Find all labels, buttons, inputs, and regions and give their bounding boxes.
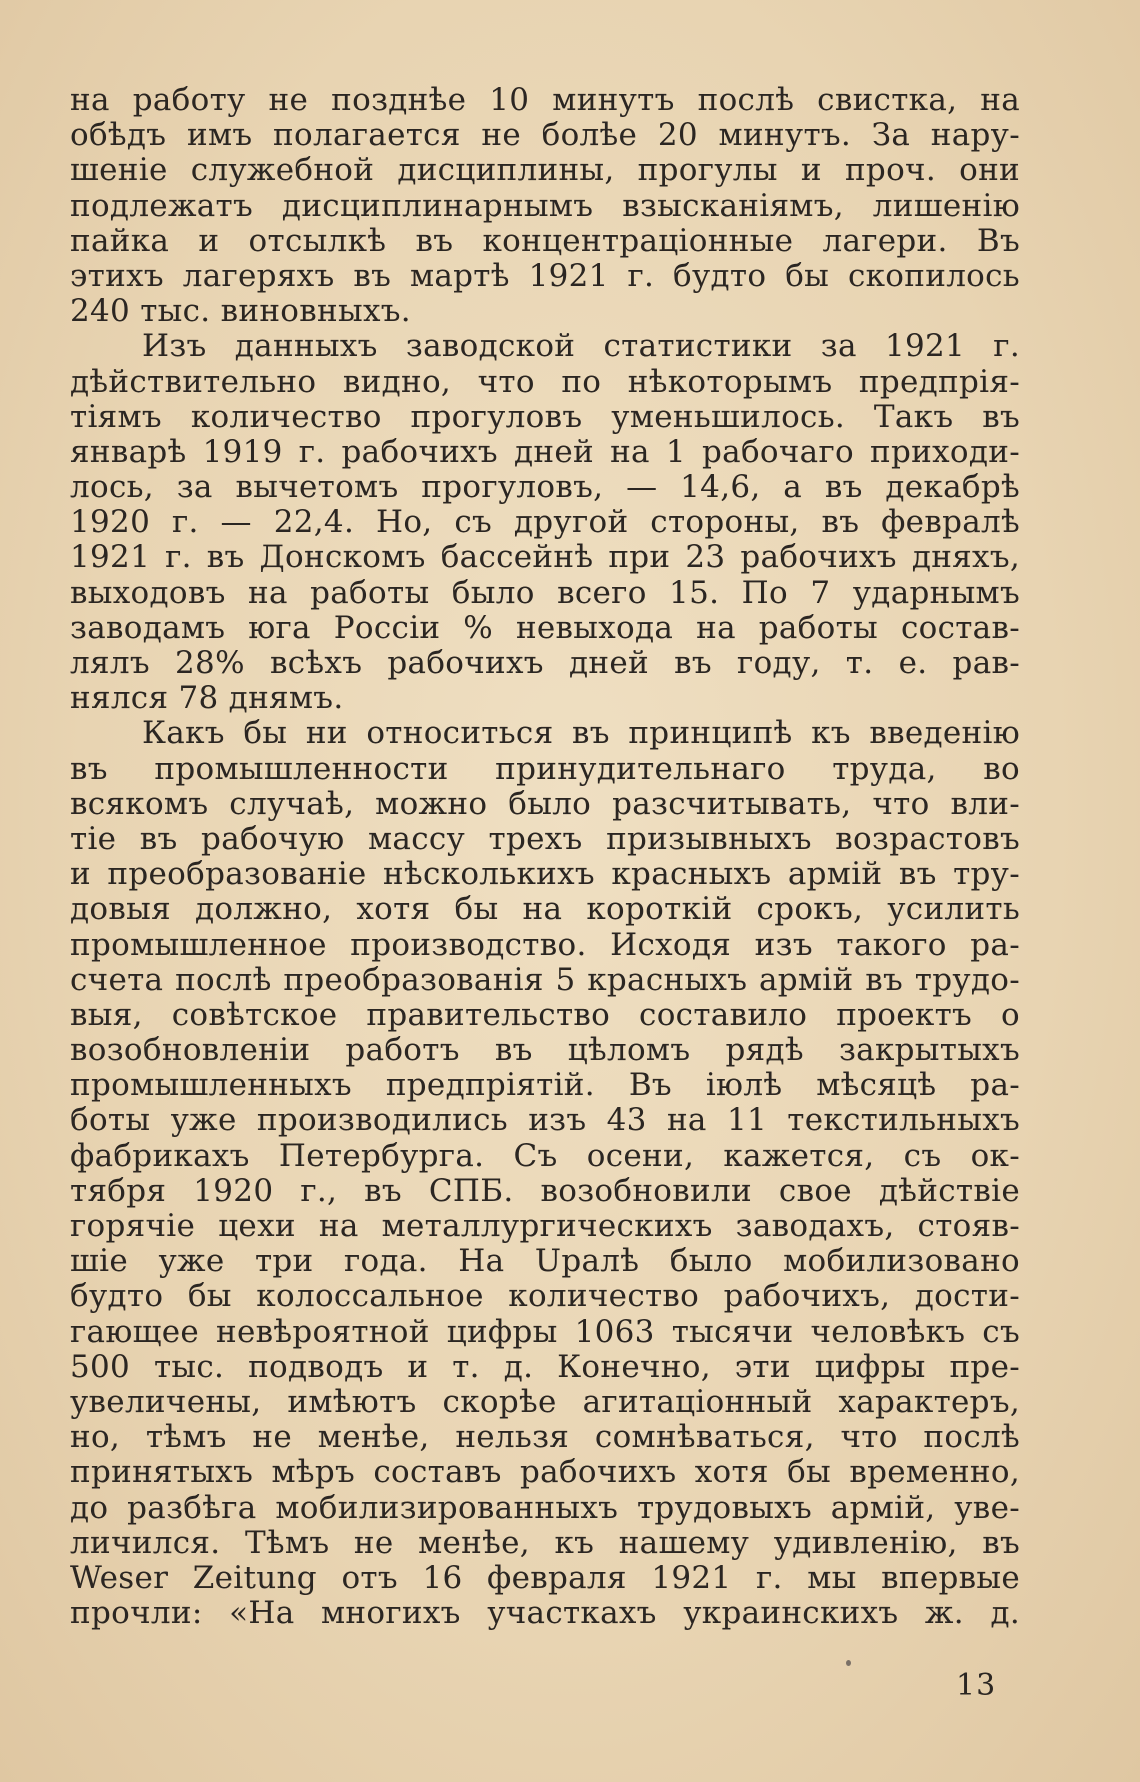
text-line: январѣ 1919 г. рабочихъ дней на 1 рабочаго приходи- xyxy=(70,433,1020,470)
text-line: гающее невѣроятной цифры 1063 тысячи человѣкъ съ xyxy=(70,1313,1020,1350)
text-line: 240 тыс. виновныхъ. xyxy=(70,293,411,330)
text-line: личился. Тѣмъ не менѣе, къ нашему удивленію, въ xyxy=(70,1524,1020,1561)
text-line: до разбѣга мобилизированныхъ трудовыхъ армій, уве- xyxy=(70,1489,1020,1526)
text-line: будто бы колоссальное количество рабочихъ, дости- xyxy=(70,1278,1020,1315)
text-line: Какъ бы ни относиться въ принципѣ къ введенію xyxy=(142,715,1020,752)
text-line: увеличены, имѣютъ скорѣе агитаціонный характеръ, xyxy=(70,1383,1020,1420)
text-line: промышленныхъ предпріятій. Въ іюлѣ мѣсяцѣ ра- xyxy=(70,1067,1020,1104)
text-line: тіямъ количество прогуловъ уменьшилось. Такъ въ xyxy=(70,398,1020,435)
text-line: 1920 г. — 22,4. Но, съ другой стороны, въ февралѣ xyxy=(70,504,1020,541)
text-line: прочли: «На многихъ участкахъ украинскихъ ж. д. xyxy=(70,1595,1020,1632)
page-number: 13 xyxy=(956,1668,997,1703)
text-line: 500 тыс. подводъ и т. д. Конечно, эти цифры пре- xyxy=(70,1348,1020,1385)
text-line: счета послѣ преобразованія 5 красныхъ армій въ трудо- xyxy=(70,961,1020,998)
body-text xyxy=(70,83,1020,1631)
text-line: тіе въ рабочую массу трехъ призывныхъ возрастовъ xyxy=(70,820,1020,857)
text-line: довыя должно, хотя бы на короткій срокъ, усилить xyxy=(70,891,1020,928)
text-line: и преобразованіе нѣсколькихъ красныхъ армій въ тру- xyxy=(70,856,1020,893)
text-line: въ промышленности принудительнаго труда, во xyxy=(70,750,1020,787)
text-line: промышленное производство. Исходя изъ такого ра- xyxy=(70,926,1020,963)
text-line: боты уже производились изъ 43 на 11 текстильныхъ xyxy=(70,1102,1020,1139)
text-line: всякомъ случаѣ, можно было разсчитывать, что вли- xyxy=(70,785,1020,822)
text-line: подлежатъ дисциплинарнымъ взысканіямъ, лишенію xyxy=(70,187,1020,224)
text-line: этихъ лагеряхъ въ мартѣ 1921 г. будто бы скопилось xyxy=(70,257,1020,294)
text-line: шіе уже три года. На Uралѣ было мобилизовано xyxy=(70,1243,1020,1280)
text-line: но, тѣмъ не менѣе, нельзя сомнѣваться, что послѣ xyxy=(70,1419,1020,1456)
text-line: Изъ данныхъ заводской статистики за 1921 г. xyxy=(142,328,1020,365)
text-line: выходовъ на работы было всего 15. По 7 ударнымъ xyxy=(70,574,1020,611)
text-line: горячіе цехи на металлургическихъ заводахъ, стояв- xyxy=(70,1208,1020,1244)
text-line: Weser Zeitung отъ 16 февраля 1921 г. мы впервые xyxy=(70,1559,1020,1596)
text-line: тября 1920 г., въ СПБ. возобновили свое дѣйствіе xyxy=(70,1172,1020,1209)
text-line: заводамъ юга Россіи % невыхода на работы состав- xyxy=(70,609,1020,646)
text-line: шеніе служебной дисциплины, прогулы и проч. они xyxy=(70,152,1020,189)
text-line: обѣдъ имъ полагается не болѣе 20 минутъ. За нару- xyxy=(70,117,1020,154)
text-line: 1921 г. въ Донскомъ бассейнѣ при 23 рабочихъ дняхъ, xyxy=(70,539,1020,576)
ink-speck xyxy=(846,1660,851,1666)
text-line: выя, совѣтское правительство составило проектъ о xyxy=(70,996,1020,1033)
text-line: на работу не позднѣе 10 минутъ послѣ свистка, на xyxy=(70,82,1020,118)
text-line: принятыхъ мѣръ составъ рабочихъ хотя бы временно, xyxy=(70,1454,1020,1491)
text-line: лялъ 28% всѣхъ рабочихъ дней въ году, т. е. рав- xyxy=(70,645,1020,681)
text-line: возобновленіи работъ въ цѣломъ рядѣ закрытыхъ xyxy=(70,1032,1020,1069)
text-line: пайка и отсылкѣ въ концентраціонные лагери. Въ xyxy=(70,222,1020,259)
text-line: лось, за вычетомъ прогуловъ, — 14,6, а въ декабрѣ xyxy=(70,469,1020,506)
text-line: нялся 78 днямъ. xyxy=(70,680,344,717)
text-line: дѣйствительно видно, что по нѣкоторымъ предпрія- xyxy=(70,363,1020,400)
text-line: фабрикахъ Петербурга. Съ осени, кажется, съ ок- xyxy=(70,1137,1020,1174)
